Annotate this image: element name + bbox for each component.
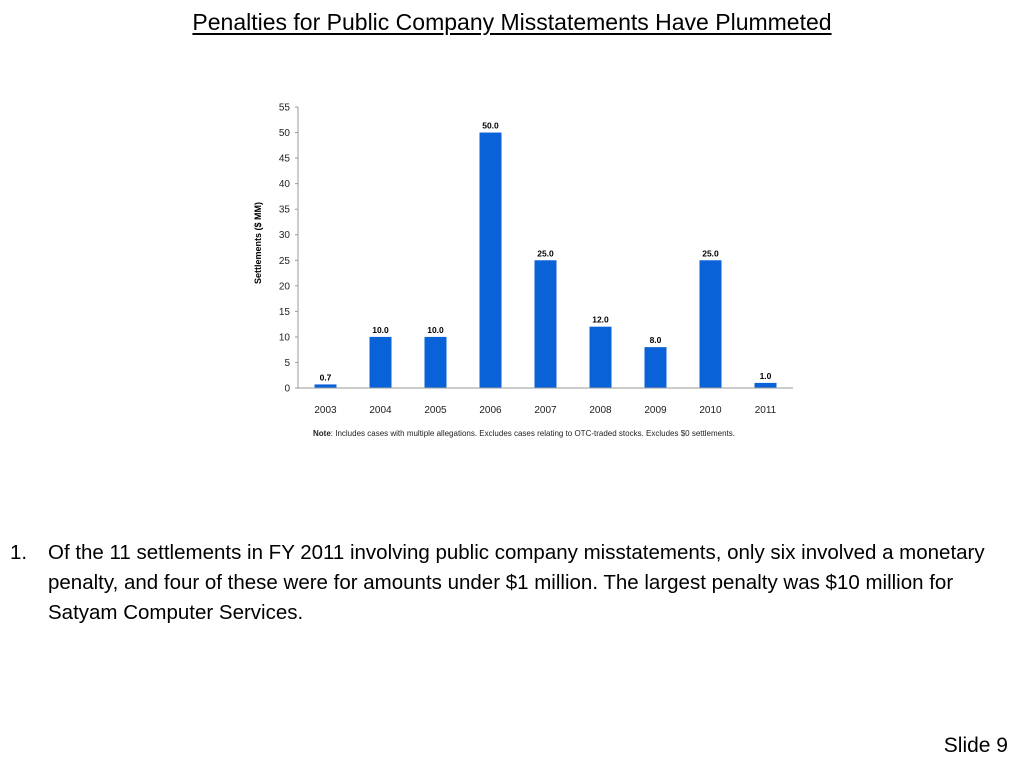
bar [755,383,777,388]
x-axis [298,388,793,416]
y-tick-label: 35 [278,204,290,216]
x-tick-label: 2009 [644,405,667,416]
bullet-point [10,538,1020,628]
bar-chart [248,98,808,448]
y-tick-label: 45 [278,153,290,165]
x-tick-label: 2008 [589,405,612,416]
chart-note-text: : Includes cases with multiple allegations. Excludes cases relating to OTC-traded stocks. Excludes $0 settlements. [330,429,735,438]
y-tick-label: 20 [278,281,290,293]
y-tick-label: 0 [284,383,290,395]
bar [370,337,392,388]
bar [645,347,667,388]
bar-value-label: 12.0 [592,314,609,325]
chart-note-label: Note [313,429,331,438]
slide-number: Slide 9 [943,734,1008,757]
x-tick-label: 2003 [314,405,337,416]
bar-value-label: 8.0 [649,335,662,346]
y-tick-label: 25 [278,255,290,267]
bar [700,260,722,388]
bullet-number: 1. [10,541,28,564]
x-tick-label: 2007 [534,405,557,416]
bar [535,260,557,388]
bar-value-label: 10.0 [372,324,389,335]
y-tick-label: 50 [278,128,290,140]
bar [425,337,447,388]
bars [315,121,777,388]
y-tick-label: 5 [284,357,290,369]
x-tick-label: 2006 [479,405,502,416]
slide-title: Penalties for Public Company Misstatements Have Plummeted [192,9,832,35]
bar-value-label: 0.7 [319,372,332,383]
y-tick-label: 15 [278,306,290,318]
y-axis [279,103,298,395]
bar [480,133,502,388]
bar [590,327,612,388]
bar-value-label: 25.0 [702,248,719,259]
y-tick-label: 40 [278,179,290,191]
x-tick-label: 2004 [369,405,392,416]
y-tick-label: 55 [278,102,290,114]
chart-note [313,429,735,438]
bullet-text: Of the 11 settlements in FY 2011 involving public company misstatements, only six involved a monetary penalty, and four of these were for amounts under $1 million. The largest penalty was $10 million for Satyam Computer Services. [48,541,985,624]
bar-value-label: 1.0 [759,370,772,381]
y-axis-label: Settlements ($ MM) [253,201,263,285]
x-tick-label: 2010 [699,405,722,416]
bar [315,384,337,388]
bar-value-label: 50.0 [482,120,499,131]
x-tick-label: 2005 [424,405,447,416]
bar-value-label: 25.0 [537,248,554,259]
bar-value-label: 10.0 [427,324,444,335]
y-tick-label: 10 [278,332,290,344]
x-tick-label: 2011 [754,405,777,416]
y-tick-label: 30 [278,230,290,242]
